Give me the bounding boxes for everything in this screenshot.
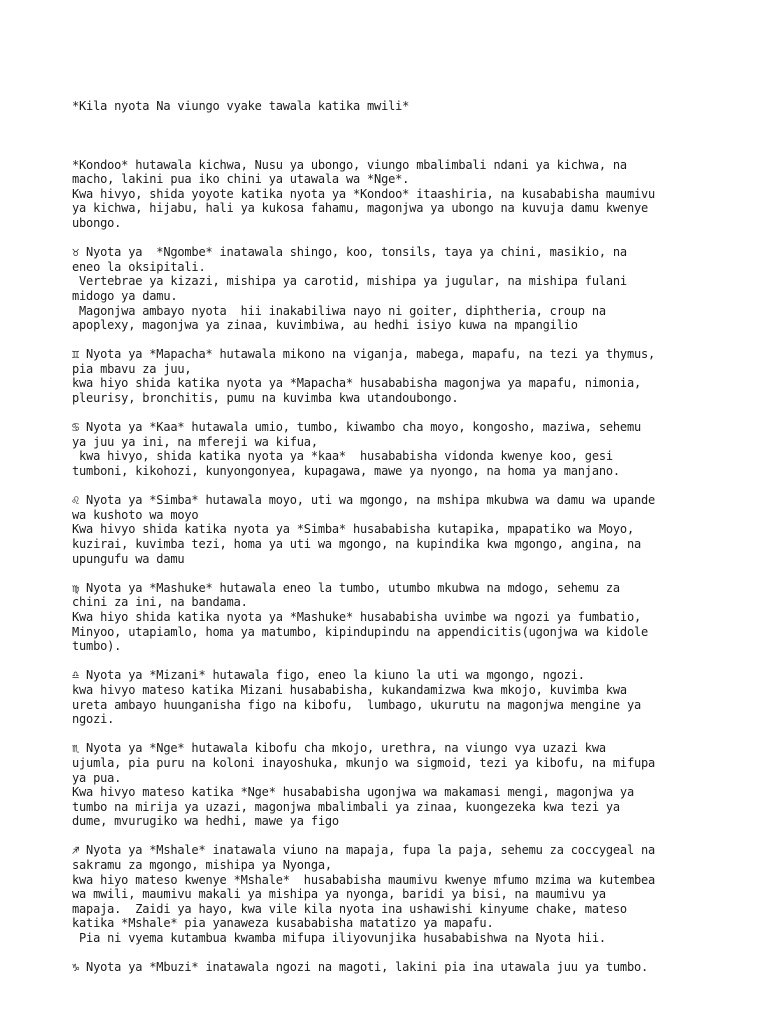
- section-kondoo: [72, 158, 712, 231]
- paragraph-line: Kwa hiyo shida katika nyota ya *Mashuke* husababisha uvimbe wa ngozi ya fumbatio,: [72, 609, 641, 624]
- paragraph-line: Vertebrae ya kizazi, mishipa ya carotid, mishipa ya jugular, na mishipa fulani: [72, 274, 627, 289]
- paragraph-line: eneo la oksipitali.: [72, 259, 206, 274]
- paragraph-line: kuzirai, kuvimba tezi, homa ya uti wa mgongo, na kupindika kwa mgongo, angina, na: [72, 537, 641, 551]
- section-ngombe: [72, 245, 712, 333]
- paragraph-line: sakramu za mgongo, mishipa ya Nyonga,: [72, 858, 332, 873]
- document-body: [72, 158, 712, 975]
- paragraph-line: ubongo.: [72, 215, 122, 230]
- section-mbuzi: [72, 960, 712, 975]
- section-kaa: [72, 420, 712, 478]
- paragraph-line: mapaja. Zaidi ya hayo, kwa vile kila nyota ina ushawishi kinyume chake, mateso: [72, 901, 627, 916]
- section-mshale: [72, 843, 712, 945]
- paragraph-line: tumbo).: [72, 639, 122, 654]
- paragraph-line: tumbo na mirija ya uzazi, magonjwa mbalimbali ya zinaa, kuongezeka kwa tezi ya: [72, 799, 620, 814]
- paragraph-line: pleurisy, bronchitis, pumu na kuvimba kwa utandoubongo.: [72, 391, 459, 406]
- paragraph-line: upungufu wa damu: [72, 551, 185, 566]
- paragraph-line: pia mbavu za juu,: [72, 361, 192, 376]
- paragraph-line: macho, lakini pua iko chini ya utawala wa *Nge*.: [72, 172, 410, 187]
- section-simba: [72, 493, 712, 566]
- paragraph-line: kwa hivyo, shida katika nyota ya *kaa* husababisha vidonda kwenye koo, gesi: [72, 449, 613, 464]
- title-line: *Kila nyota Na viungo vyake tawala katika mwili*: [72, 99, 410, 114]
- paragraph-line: kwa hiyo mateso kwenye *Mshale* husababisha maumivu kwenye mfumo mzima wa kutembea: [72, 872, 656, 887]
- paragraph-line: Kwa hivyo mateso katika *Nge* husababisha ugonjwa wa makamasi mengi, magonjwa ya: [72, 785, 634, 800]
- section-mizani: [72, 668, 712, 726]
- paragraph-line: ya kichwa, hijabu, hali ya kukosa fahamu, magonjwa ya ubongo na kuvuja damu kwenye: [72, 201, 649, 216]
- paragraph-line: ♋ Nyota ya *Kaa* hutawala umio, tumbo, kiwambo cha moyo, kongosho, maziwa, sehemu: [72, 420, 641, 435]
- paragraph-line: ya juu ya ini, na mfereji wa kifua,: [72, 434, 318, 449]
- paragraph-line: chini za ini, na bandama.: [72, 595, 248, 610]
- section-mashuke: [72, 581, 712, 654]
- paragraph-line: Minyoo, utapiamlo, homa ya matumbo, kipindupindu na appendicitis(ugonjwa wa kidole: [72, 624, 649, 639]
- paragraph-line: kwa hiyo shida katika nyota ya *Mapacha* husababisha magonjwa ya mapafu, nimonia,: [72, 376, 641, 391]
- paragraph-line: ngozi.: [72, 712, 115, 727]
- paragraph-line: ♏ Nyota ya *Nge* hutawala kibofu cha mkojo, urethra, na viungo vya uzazi kwa: [72, 741, 606, 756]
- paragraph-line: apoplexy, magonjwa ya zinaa, kuvimbiwa, au hedhi isiyo kuwa na mpangilio: [72, 318, 578, 333]
- section-nge: [72, 741, 712, 829]
- document-title: [72, 70, 712, 143]
- paragraph-line: ♐ Nyota ya *Mshale* inatawala viuno na mapaja, fupa la paja, sehemu za coccygeal na: [72, 843, 656, 858]
- paragraph-line: tumboni, kikohozi, kunyongonyea, kupagawa, mawe ya nyongo, na homa ya manjano.: [72, 464, 620, 479]
- paragraph-line: dume, mvurugiko wa hedhi, mawe ya figo: [72, 814, 339, 829]
- section-mapacha: [72, 347, 712, 405]
- paragraph-line: ureta ambayo huunganisha figo na kibofu, lumbago, ukurutu na magonjwa mengine ya: [72, 697, 641, 712]
- paragraph-line: Magonjwa ambayo nyota hii inakabiliwa nayo ni goiter, diphtheria, croup na: [72, 303, 606, 318]
- paragraph-line: wa kushoto wa moyo: [72, 507, 199, 522]
- paragraph-line: midogo ya damu.: [72, 288, 178, 303]
- paragraph-line: katika *Mshale* pia yanaweza kusababisha matatizo ya mapafu.: [72, 916, 494, 931]
- paragraph-line: ♊ Nyota ya *Mapacha* hutawala mikono na viganja, mabega, mapafu, na tezi ya thymus,: [72, 347, 656, 362]
- paragraph-line: Kwa hivyo, shida yoyote katika nyota ya *Kondoo* itaashiria, na kusababisha maumivu: [72, 186, 656, 201]
- paragraph-line: ♑ Nyota ya *Mbuzi* inatawala ngozi na magoti, lakini pia ina utawala juu ya tumbo.: [72, 960, 649, 975]
- paragraph-line: kwa hivyo mateso katika Mizani husababisha, kukandamizwa kwa mkojo, kuvimba kwa: [72, 682, 627, 697]
- paragraph-line: Pia ni vyema kutambua kwamba mifupa iliyovunjika husababishwa na Nyota hii.: [72, 931, 606, 946]
- document-page: [72, 70, 712, 989]
- paragraph-line: *Kondoo* hutawala kichwa, Nusu ya ubongo, viungo mbalimbali ndani ya kichwa, na: [72, 157, 627, 172]
- paragraph-line: wa mwili, maumivu makali ya mishipa ya nyonga, baridi ya bisi, na maumivu ya: [72, 887, 606, 902]
- paragraph-line: ujumla, pia puru na koloni inayoshuka, mkunjo wa sigmoid, tezi ya kibofu, na mifupa: [72, 755, 656, 770]
- paragraph-line: ♌ Nyota ya *Simba* hutawala moyo, uti wa mgongo, na mshipa mkubwa wa damu wa upande: [72, 493, 656, 508]
- paragraph-line: ♉ Nyota ya *Ngombe* inatawala shingo, koo, tonsils, taya ya chini, masikio, na: [72, 245, 627, 260]
- paragraph-line: ♎ Nyota ya *Mizani* hutawala figo, eneo la kiuno la uti wa mgongo, ngozi.: [72, 668, 585, 683]
- paragraph-line: ♍ Nyota ya *Mashuke* hutawala eneo la tumbo, utumbo mkubwa na mdogo, sehemu za: [72, 580, 620, 595]
- paragraph-line: Kwa hivyo shida katika nyota ya *Simba* husababisha kutapika, mpapatiko wa Moyo,: [72, 522, 634, 537]
- paragraph-line: ya pua.: [72, 770, 122, 785]
